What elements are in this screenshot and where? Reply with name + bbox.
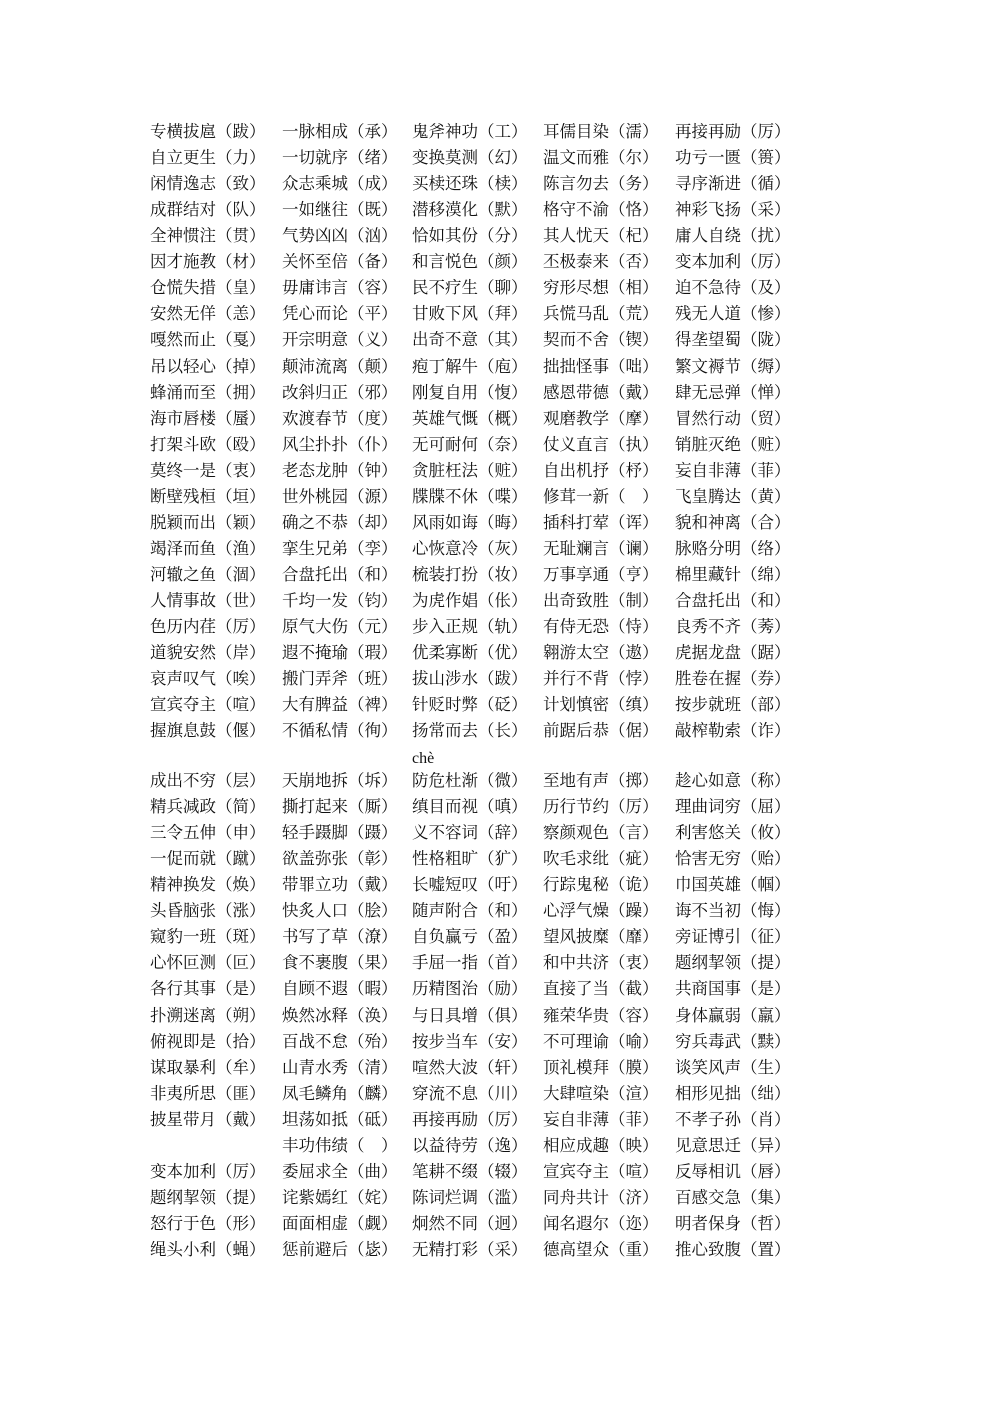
- idiom-entry: 兵慌马乱（荒）: [543, 304, 659, 324]
- idiom-entry: 按步就班（部）: [675, 695, 791, 715]
- idiom-entry: 焕然冰释（涣）: [282, 1005, 398, 1025]
- idiom-entry: 喧然大波（轩）: [412, 1057, 528, 1077]
- idiom-entry: 炯然不同（迥）: [412, 1213, 528, 1233]
- idiom-entry: 得垄望蜀（陇）: [675, 330, 791, 350]
- idiom-entry: 颠沛流离（颠）: [282, 356, 398, 376]
- idiom-entry: 耳儒目染（濡）: [543, 122, 659, 141]
- idiom-entry: 心恢意冷（灰）: [412, 538, 528, 558]
- idiom-entry: 功亏一匮（篑）: [675, 148, 791, 168]
- idiom-entry: 不孝子孙（肖）: [675, 1109, 791, 1129]
- idiom-row: [150, 820, 950, 846]
- idiom-entry: 历精图治（励）: [412, 979, 528, 999]
- idiom-entry: 一切就序（绪）: [282, 148, 398, 168]
- idiom-entry: 披星带月（戴）: [150, 1109, 266, 1129]
- idiom-entry: 确之不恭（却）: [282, 512, 398, 532]
- idiom-entry: 胜卷在握（券）: [675, 669, 791, 689]
- idiom-entry: 带罪立功（戴）: [282, 875, 398, 895]
- idiom-entry: 穷形尽想（相）: [543, 278, 659, 298]
- idiom-entry: 不可理谕（喻）: [543, 1031, 659, 1051]
- idiom-row: [150, 197, 950, 223]
- idiom-entry: 民不疗生（聊）: [412, 278, 528, 298]
- idiom-row: [150, 1003, 950, 1029]
- idiom-entry: 利害悠关（攸）: [675, 823, 791, 843]
- idiom-row: [150, 950, 950, 976]
- idiom-entry: 性格粗旷（犷）: [412, 849, 528, 869]
- idiom-entry: 河辙之鱼（涸）: [150, 564, 266, 584]
- idiom-entry: 明者保身（哲）: [675, 1213, 791, 1233]
- idiom-entry: 察颜观色（言）: [543, 823, 659, 843]
- idiom-row: [150, 536, 950, 562]
- idiom-row: [150, 1107, 950, 1133]
- idiom-entry: 穿流不息（川）: [412, 1083, 528, 1103]
- idiom-entry: 再接再励（厉）: [675, 122, 791, 141]
- idiom-entry: 温文而雅（尔）: [543, 148, 659, 168]
- idiom-entry: 精兵减政（简）: [150, 797, 266, 816]
- idiom-entry: 老态龙肿（钟）: [282, 460, 398, 480]
- idiom-entry: 蜂涌而至（拥）: [150, 382, 266, 402]
- idiom-entry: 欲盖弥张（彰）: [282, 849, 398, 869]
- idiom-entry: 非夷所思（匪）: [150, 1083, 266, 1103]
- idiom-entry: 人情事故（世）: [150, 590, 266, 610]
- idiom-entry: 仓慌失措（皇）: [150, 278, 266, 298]
- idiom-entry: 吊以轻心（掉）: [150, 356, 266, 376]
- idiom-entry: 虎据龙盘（踞）: [675, 643, 791, 662]
- idiom-entry: 自出机抒（杼）: [543, 460, 659, 480]
- idiom-entry: 巾国英雄（帼）: [675, 875, 791, 895]
- idiom-entry: 甘败下风（拜）: [412, 304, 528, 324]
- pinyin-annotation: chè: [412, 750, 435, 767]
- idiom-entry: 山青水秀（清）: [282, 1057, 398, 1077]
- idiom-entry: 合盘托出（和）: [675, 590, 791, 610]
- idiom-entry: 推心致腹（置）: [675, 1239, 791, 1259]
- idiom-entry: 怒行于色（形）: [150, 1213, 266, 1233]
- idiom-entry: 三令五伸（申）: [150, 823, 266, 843]
- idiom-entry: 穷兵毒武（黩）: [675, 1031, 791, 1051]
- idiom-row: [150, 768, 950, 794]
- idiom-entry: 再接再励（厉）: [412, 1109, 528, 1129]
- idiom-entry: 妄自非薄（菲）: [543, 1109, 659, 1129]
- idiom-entry: 天崩地拆（坼）: [282, 771, 398, 790]
- idiom-entry: 拔山涉水（跋）: [412, 669, 528, 689]
- idiom-entry: 出奇不意（其）: [412, 330, 528, 350]
- idiom-entry: 扬常而去（长）: [412, 721, 528, 741]
- idiom-row: [150, 380, 950, 406]
- idiom-entry: 心怀叵测（叵）: [150, 953, 266, 973]
- idiom-entry: 肆无忌弹（惮）: [675, 382, 791, 402]
- idiom-row: [150, 1133, 950, 1159]
- idiom-entry: 改斜归正（邪）: [282, 382, 398, 402]
- idiom-entry: 敲榨勒索（诈）: [675, 721, 791, 741]
- idiom-entry: 题纲挈领（提）: [150, 1187, 266, 1207]
- idiom-entry: 丰功伟绩（ ）: [282, 1135, 398, 1155]
- idiom-entry: 面面相虚（觑）: [282, 1213, 398, 1233]
- idiom-entry: 毋庸讳言（容）: [282, 278, 398, 298]
- idiom-entry: 诲不当初（悔）: [675, 901, 791, 921]
- idiom-entry: 相形见拙（绌）: [675, 1083, 791, 1103]
- idiom-entry: 至地有声（掷）: [543, 771, 659, 790]
- idiom-row: [150, 484, 950, 510]
- idiom-row: [150, 614, 950, 640]
- idiom-row: [150, 301, 950, 327]
- idiom-entry: 窥豹一班（斑）: [150, 927, 266, 947]
- idiom-entry: 身体赢弱（羸）: [675, 1005, 791, 1025]
- idiom-row: [150, 924, 950, 950]
- idiom-row: [150, 1211, 950, 1237]
- idiom-entry: 百感交急（集）: [675, 1187, 791, 1207]
- idiom-entry: 历行节约（厉）: [543, 797, 659, 816]
- idiom-entry: 成出不穷（层）: [150, 771, 266, 790]
- idiom-entry: 笔耕不缀（辍）: [412, 1161, 528, 1181]
- idiom-entry: 相应成趣（映）: [543, 1135, 659, 1155]
- idiom-entry: 一脉相成（承）: [282, 122, 398, 141]
- idiom-entry: 气势凶凶（汹）: [282, 226, 398, 246]
- idiom-entry: 原气大伤（元）: [282, 617, 398, 636]
- idiom-row: [150, 1055, 950, 1081]
- idiom-entry: 各行其事（是）: [150, 979, 266, 999]
- idiom-entry: 无精打彩（采）: [412, 1239, 528, 1259]
- idiom-row: [150, 275, 950, 301]
- idiom-entry: 出奇致胜（制）: [543, 590, 659, 610]
- idiom-entry: 遐不掩瑜（瑕）: [282, 643, 398, 662]
- idiom-entry: 因才施教（材）: [150, 252, 266, 272]
- idiom-entry: 变本加利（厉）: [150, 1161, 266, 1181]
- idiom-entry: 插科打荤（诨）: [543, 512, 659, 532]
- idiom-entry: 题纲挈领（提）: [675, 953, 791, 973]
- idiom-entry: 脉赂分明（络）: [675, 538, 791, 558]
- idiom-row: [150, 1029, 950, 1055]
- idiom-row: [150, 666, 950, 692]
- idiom-entry: 买椟还珠（椟）: [412, 174, 528, 194]
- idiom-entry: 精神换发（焕）: [150, 875, 266, 895]
- idiom-entry: 缜目而视（嗔）: [412, 797, 528, 816]
- idiom-entry: 坦荡如抵（砥）: [282, 1109, 398, 1129]
- idiom-entry: 食不裹腹（果）: [282, 953, 398, 973]
- idiom-entry: 英雄气慨（概）: [412, 408, 528, 428]
- idiom-entry: 丕极泰来（否）: [543, 252, 659, 272]
- idiom-row: [150, 327, 950, 353]
- idiom-entry: 牒牒不休（喋）: [412, 486, 528, 506]
- idiom-entry: 轻手蹑脚（蹑）: [282, 823, 398, 843]
- idiom-entry: 前踞后恭（倨）: [543, 721, 659, 741]
- idiom-entry: 和言悦色（颜）: [412, 252, 528, 272]
- idiom-entry: 贪脏枉法（赃）: [412, 460, 528, 480]
- idiom-entry: 契而不舍（锲）: [543, 330, 659, 350]
- idiom-entry: 修茸一新（ ）: [543, 486, 659, 506]
- idiom-entry: 繁文褥节（缛）: [675, 356, 791, 376]
- idiom-entry: 无可耐何（奈）: [412, 434, 528, 454]
- idiom-entry: 打架斗欧（殴）: [150, 434, 266, 454]
- idiom-entry: 成群结对（队）: [150, 200, 266, 220]
- idiom-entry: 其人忧天（杞）: [543, 226, 659, 246]
- idiom-entry: 扑溯迷离（朔）: [150, 1005, 266, 1025]
- idiom-entry: 哀声叹气（唉）: [150, 669, 266, 689]
- idiom-entry: 防危杜渐（微）: [412, 771, 528, 790]
- idiom-entry: 俯视即是（拾）: [150, 1031, 266, 1051]
- idiom-entry: 直接了当（截）: [543, 979, 659, 999]
- idiom-entry: 疱丁解牛（庖）: [412, 356, 528, 376]
- idiom-row: [150, 1081, 950, 1107]
- idiom-entry: 无耻斓言（谰）: [543, 538, 659, 558]
- idiom-entry: 开宗明意（义）: [282, 330, 398, 350]
- idiom-entry: 吹毛求纰（疵）: [543, 849, 659, 869]
- idiom-row: [150, 898, 950, 924]
- idiom-row: [150, 510, 950, 536]
- idiom-entry: 寻序渐进（循）: [675, 174, 791, 194]
- idiom-row: [150, 145, 950, 171]
- idiom-entry: 闲情逸志（致）: [150, 174, 266, 194]
- idiom-entry: 挛生兄弟（孪）: [282, 538, 398, 558]
- idiom-entry: 众志乘城（成）: [282, 174, 398, 194]
- idiom-row: [150, 1237, 950, 1263]
- idiom-entry: 万事享通（亨）: [543, 564, 659, 584]
- idiom-entry: 有侍无恐（恃）: [543, 617, 659, 636]
- idiom-entry: 望风披糜（靡）: [543, 927, 659, 947]
- idiom-entry: 刚复自用（愎）: [412, 382, 528, 402]
- idiom-entry: 专横拔扈（跋）: [150, 122, 266, 141]
- idiom-entry: 宣宾夺主（喧）: [543, 1161, 659, 1181]
- idiom-entry: 凭心而论（平）: [282, 304, 398, 324]
- idiom-entry: 神彩飞扬（采）: [675, 200, 791, 220]
- idiom-entry: 莫终一是（衷）: [150, 460, 266, 480]
- idiom-entry: 和中共济（衷）: [543, 953, 659, 973]
- idiom-row: [150, 171, 950, 197]
- idiom-entry: 翱游太空（遨）: [543, 643, 659, 662]
- idiom-row: [150, 718, 950, 744]
- idiom-entry: 竭泽而鱼（渔）: [150, 538, 266, 558]
- idiom-entry: 搬门弄斧（班）: [282, 669, 398, 689]
- idiom-entry: 千均一发（钧）: [282, 590, 398, 610]
- idiom-entry: 共商国事（是）: [675, 979, 791, 999]
- idiom-row: [150, 976, 950, 1002]
- idiom-row: [150, 588, 950, 614]
- idiom-entry: 貌和神离（合）: [675, 512, 791, 532]
- idiom-entry: 同舟共计（济）: [543, 1187, 659, 1207]
- idiom-entry: 自立更生（力）: [150, 148, 266, 168]
- idiom-entry: 德高望众（重）: [543, 1239, 659, 1259]
- idiom-entry: 恰如其份（分）: [412, 226, 528, 246]
- idiom-entry: 风尘扑扑（仆）: [282, 434, 398, 454]
- idiom-entry: 以益待劳（逸）: [412, 1135, 528, 1155]
- idiom-entry: 计划慎密（缜）: [543, 695, 659, 715]
- idiom-entry: 道貌安然（岸）: [150, 643, 266, 662]
- idiom-row: [150, 640, 950, 666]
- idiom-entry: 变本加利（厉）: [675, 252, 791, 272]
- idiom-entry: 并行不背（悖）: [543, 669, 659, 689]
- idiom-entry: 与日具增（俱）: [412, 1005, 528, 1025]
- idiom-entry: 为虎作娼（伥）: [412, 590, 528, 610]
- idiom-entry: 按步当车（安）: [412, 1031, 528, 1051]
- idiom-row: [150, 846, 950, 872]
- idiom-entry: 大有脾益（裨）: [282, 695, 398, 715]
- idiom-entry: 诧紫嫣红（姹）: [282, 1187, 398, 1207]
- idiom-entry: 见意思迁（异）: [675, 1135, 791, 1155]
- idiom-entry: 优柔寡断（优）: [412, 643, 528, 662]
- idiom-entry: 不循私情（徇）: [282, 721, 398, 741]
- idiom-entry: 残无人道（惨）: [675, 304, 791, 324]
- idiom-entry: 趁心如意（称）: [675, 771, 791, 790]
- idiom-entry: 一促而就（蹴）: [150, 849, 266, 869]
- idiom-entry: 合盘托出（和）: [282, 564, 398, 584]
- idiom-entry: 安然无佯（恙）: [150, 304, 266, 324]
- idiom-entry: 嘎然而止（戛）: [150, 330, 266, 350]
- idiom-entry: 理曲词穷（屈）: [675, 797, 791, 816]
- idiom-entry: 妄自非薄（菲）: [675, 460, 791, 480]
- idiom-entry: 全神惯注（贯）: [150, 226, 266, 246]
- idiom-entry: 海市唇楼（蜃）: [150, 408, 266, 428]
- idiom-entry: 感恩带德（戴）: [543, 382, 659, 402]
- idiom-entry: 梳装打扮（妆）: [412, 564, 528, 584]
- idiom-entry: 观磨教学（摩）: [543, 408, 659, 428]
- idiom-entry: 断壁残桓（垣）: [150, 486, 266, 506]
- idiom-entry: 潜移漠化（默）: [412, 200, 528, 220]
- idiom-entry: 棉里藏针（绵）: [675, 564, 791, 584]
- idiom-entry: 冒然行动（贸）: [675, 408, 791, 428]
- idiom-entry: 义不容词（辞）: [412, 823, 528, 843]
- idiom-entry: 撕打起来（厮）: [282, 797, 398, 816]
- idiom-row: [150, 249, 950, 275]
- idiom-entry: 脱颖而出（颖）: [150, 512, 266, 532]
- idiom-entry: 欢渡春节（度）: [282, 408, 398, 428]
- idiom-entry: 良秀不齐（莠）: [675, 617, 791, 636]
- idiom-entry: 反辱相讥（唇）: [675, 1161, 791, 1181]
- idiom-entry: 拙拙怪事（咄）: [543, 356, 659, 376]
- idiom-entry: 书写了草（潦）: [282, 927, 398, 947]
- idiom-row: [150, 223, 950, 249]
- idiom-entry: 绳头小利（蝇）: [150, 1239, 266, 1259]
- idiom-entry: 头昏脑张（涨）: [150, 901, 266, 921]
- idiom-entry: 雍荣华贵（容）: [543, 1005, 659, 1025]
- idiom-entry: 顶礼模拜（膜）: [543, 1057, 659, 1077]
- idiom-entry: 惩前避后（毖）: [282, 1239, 398, 1259]
- idiom-entry: 变换莫测（幻）: [412, 148, 528, 168]
- idiom-entry: 行踪鬼秘（诡）: [543, 875, 659, 895]
- idiom-entry: 针贬时弊（砭）: [412, 695, 528, 715]
- idiom-entry: 旁证博引（征）: [675, 927, 791, 947]
- idiom-entry: 握旗息鼓（偃）: [150, 721, 266, 741]
- idiom-entry: 世外桃园（源）: [282, 486, 398, 506]
- idiom-entry: 快炙人口（脍）: [282, 901, 398, 921]
- idiom-entry: 委屈求全（曲）: [282, 1161, 398, 1181]
- idiom-entry: 自顾不遐（暇）: [282, 979, 398, 999]
- idiom-entry: 飞皇腾达（黄）: [675, 486, 791, 506]
- idiom-entry: 一如继往（既）: [282, 200, 398, 220]
- idiom-entry: 恰害无穷（贻）: [675, 849, 791, 869]
- idiom-entry: 关怀至倍（备）: [282, 252, 398, 272]
- idiom-entry: 格守不渝（恪）: [543, 200, 659, 220]
- idiom-row: [150, 794, 950, 820]
- idiom-row: [150, 1159, 950, 1185]
- idiom-entry: 风雨如诲（晦）: [412, 512, 528, 532]
- idiom-row: [150, 872, 950, 898]
- idiom-entry: 庸人自绕（扰）: [675, 226, 791, 246]
- idiom-entry: 长嘘短叹（吁）: [412, 875, 528, 895]
- idiom-entry: 自负赢亏（盈）: [412, 927, 528, 947]
- idiom-entry: 色历内荏（厉）: [150, 617, 266, 636]
- idiom-row: [150, 562, 950, 588]
- idiom-row: [150, 458, 950, 484]
- idiom-entry: 仗义直言（执）: [543, 434, 659, 454]
- idiom-row: [150, 1185, 950, 1211]
- idiom-entry: 宣宾夺主（喧）: [150, 695, 266, 715]
- idiom-entry: 迫不急待（及）: [675, 278, 791, 298]
- idiom-entry: 闻名遐尔（迩）: [543, 1213, 659, 1233]
- idiom-entry: 手屈一指（首）: [412, 953, 528, 973]
- idiom-entry: 谋取暴利（牟）: [150, 1057, 266, 1077]
- idiom-entry: 销脏灭绝（赃）: [675, 434, 791, 454]
- idiom-entry: 陈言勿去（务）: [543, 174, 659, 194]
- idiom-entry: 步入正规（轨）: [412, 617, 528, 636]
- idiom-entry: 大肆喧染（渲）: [543, 1083, 659, 1103]
- idiom-row: [150, 432, 950, 458]
- idiom-row: [150, 406, 950, 432]
- idiom-entry: 心浮气燥（躁）: [543, 901, 659, 921]
- idiom-entry: 百战不怠（殆）: [282, 1031, 398, 1051]
- idiom-entry: 随声附合（和）: [412, 901, 528, 921]
- idiom-row: [150, 692, 950, 718]
- idiom-row: [150, 119, 950, 145]
- idiom-entry: 鬼斧神功（工）: [412, 122, 528, 141]
- idiom-entry: 凤毛鳞角（麟）: [282, 1083, 398, 1103]
- idiom-entry: 陈词烂调（滥）: [412, 1187, 528, 1207]
- idiom-entry: 谈笑风声（生）: [675, 1057, 791, 1077]
- idiom-row: [150, 354, 950, 380]
